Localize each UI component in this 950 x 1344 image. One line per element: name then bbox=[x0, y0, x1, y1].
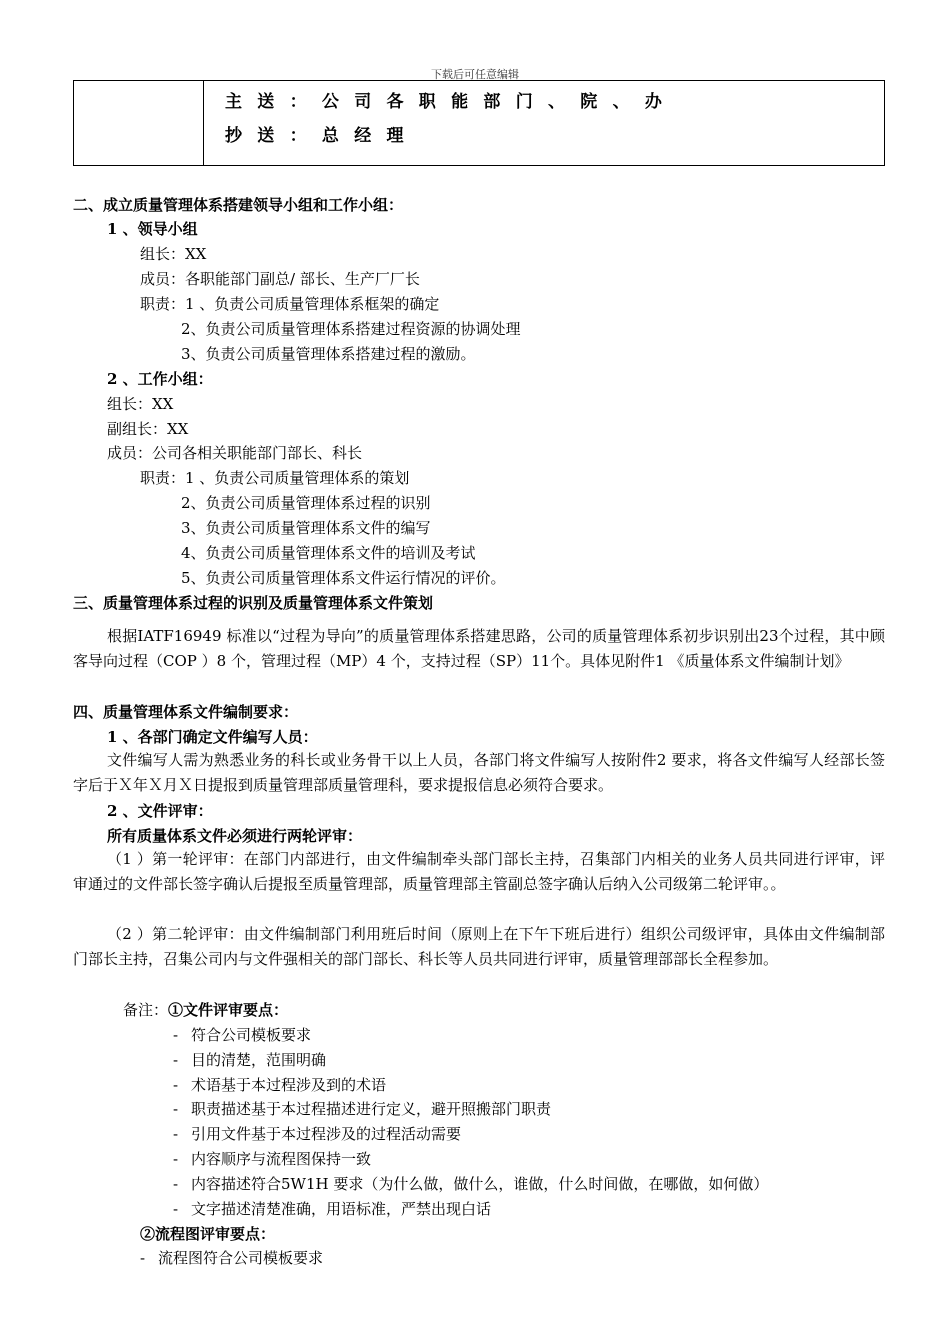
list-item: - 目的清楚，范围明确 bbox=[173, 1051, 327, 1069]
work-group-duty-3: 3、负责公司质量管理体系文件的编写 bbox=[181, 519, 431, 537]
leader-group-leader: 组长：XX bbox=[140, 245, 207, 263]
work-group-duty-5: 5、负责公司质量管理体系文件运行情况的评价。 bbox=[181, 569, 506, 587]
review-round-1: （1 ）第一轮评审：在部门内部进行，由文件编制牵头部门部长主持，召集部门内相关的业务人员共同进行评审，评审通过的文件部长签字确认后提报至质量管理部，质量管理部主管副总签字确认后纳入公司级第二轮评审。。 bbox=[73, 850, 885, 893]
bullet-dash: - bbox=[173, 1026, 179, 1044]
work-group-duty-1: 职责：1 、负责公司质量管理体系的策划 bbox=[140, 469, 410, 487]
leader-group-duty-1: 职责：1 、负责公司质量管理体系框架的确定 bbox=[140, 295, 440, 313]
doc-review-title: ①文件评审要点： bbox=[168, 1001, 289, 1019]
list-item: - 引用文件基于本过程涉及的过程活动需要 bbox=[173, 1125, 462, 1143]
bullet-dash: - bbox=[173, 1100, 179, 1118]
bullet-dash: - bbox=[173, 1200, 179, 1218]
distribution-table bbox=[73, 80, 885, 166]
page-header-note: 下载后可任意编辑 bbox=[431, 68, 519, 81]
note-line bbox=[123, 1003, 288, 1018]
bullet-dash: - bbox=[140, 1249, 146, 1267]
list-item: - 内容顺序与流程图保持一致 bbox=[173, 1150, 372, 1168]
work-group-duty-4: 4、负责公司质量管理体系文件的培训及考试 bbox=[181, 544, 476, 562]
leader-group-members: 成员：各职能部门副总/ 部长、生产厂厂长 bbox=[140, 270, 420, 288]
list-item: - 术语基于本过程涉及到的术语 bbox=[173, 1076, 387, 1094]
work-group-duty-2: 2、负责公司质量管理体系过程的识别 bbox=[181, 494, 431, 512]
bullet-dash: - bbox=[173, 1051, 179, 1069]
leader-group-duty-2: 2、负责公司质量管理体系搭建过程资源的协调处理 bbox=[181, 320, 521, 338]
table-divider bbox=[203, 81, 204, 165]
work-group-leader: 组长：XX bbox=[107, 395, 174, 413]
leader-group-heading: 1 、领导小组 bbox=[107, 220, 198, 238]
section-4-title: 四、质量管理体系文件编制要求： bbox=[73, 703, 299, 721]
work-group-deputy: 副组长：XX bbox=[107, 420, 189, 438]
list-item: - 内容描述符合5W1H 要求（为什么做，做什么，谁做，什么时间做，在哪做，如何做） bbox=[173, 1175, 769, 1193]
review-round-2: （2 ）第二轮评审：由文件编制部门利用班后时间（原则上在下午下班后进行）组织公司级评审，具体由文件编制部门部长主持，召集公司内与文件强相关的部门部长、科长等人员共同进行评审，质量管理部部长全程参加。 bbox=[73, 925, 885, 968]
note-prefix: 备注： bbox=[123, 1001, 169, 1019]
section-3-body: 根据IATF16949 标准以“过程为导向”的质量管理体系搭建思路，公司的质量管理体系初步识别出23个过程，其中顾客导向过程（COP ）8 个，管理过程（MP）4 个，支持过程（SP）11个。具体见附件1 《质量体系文件编制计划》 bbox=[73, 627, 885, 670]
list-item: - 职责描述基于本过程描述进行定义，避开照搬部门职责 bbox=[173, 1100, 552, 1118]
flow-review-title: ②流程图评审要点： bbox=[140, 1225, 276, 1243]
bullet-dash: - bbox=[173, 1175, 179, 1193]
list-item: - 符合公司模板要求 bbox=[173, 1026, 312, 1044]
work-group-heading: 2 、工作小组： bbox=[107, 370, 213, 388]
sub-2-heading: 2 、文件评审： bbox=[107, 802, 213, 820]
bullet-dash: - bbox=[173, 1125, 179, 1143]
sub-2-lead: 所有质量体系文件必须进行两轮评审： bbox=[107, 827, 363, 845]
copy-to-line: 抄送：总经理 bbox=[225, 126, 419, 146]
list-item: - 文字描述清楚准确，用语标准，严禁出现白话 bbox=[173, 1200, 492, 1218]
section-2-title: 二、成立质量管理体系搭建领导小组和工作小组： bbox=[73, 196, 404, 214]
bullet-dash: - bbox=[173, 1150, 179, 1168]
sub-1-body: 文件编写人需为熟悉业务的科长或业务骨干以上人员，各部门将文件编写人按附件2 要求，将各文件编写人经部长签字后于Ｘ年Ｘ月Ｘ日提报到质量管理部质量管理科，要求提报信息必须符合要求。 bbox=[73, 751, 885, 794]
work-group-members: 成员：公司各相关职能部门部长、科长 bbox=[107, 444, 363, 462]
bullet-dash: - bbox=[173, 1076, 179, 1094]
leader-group-duty-3: 3、负责公司质量管理体系搭建过程的激励。 bbox=[181, 345, 476, 363]
section-3-title: 三、质量管理体系过程的识别及质量管理体系文件策划 bbox=[73, 594, 434, 612]
list-item: - 流程图符合公司模板要求 bbox=[140, 1249, 324, 1267]
sub-1-heading: 1 、各部门确定文件编写人员： bbox=[107, 728, 318, 746]
send-to-line: 主送：公司各职能部门、院、办 bbox=[225, 92, 678, 112]
